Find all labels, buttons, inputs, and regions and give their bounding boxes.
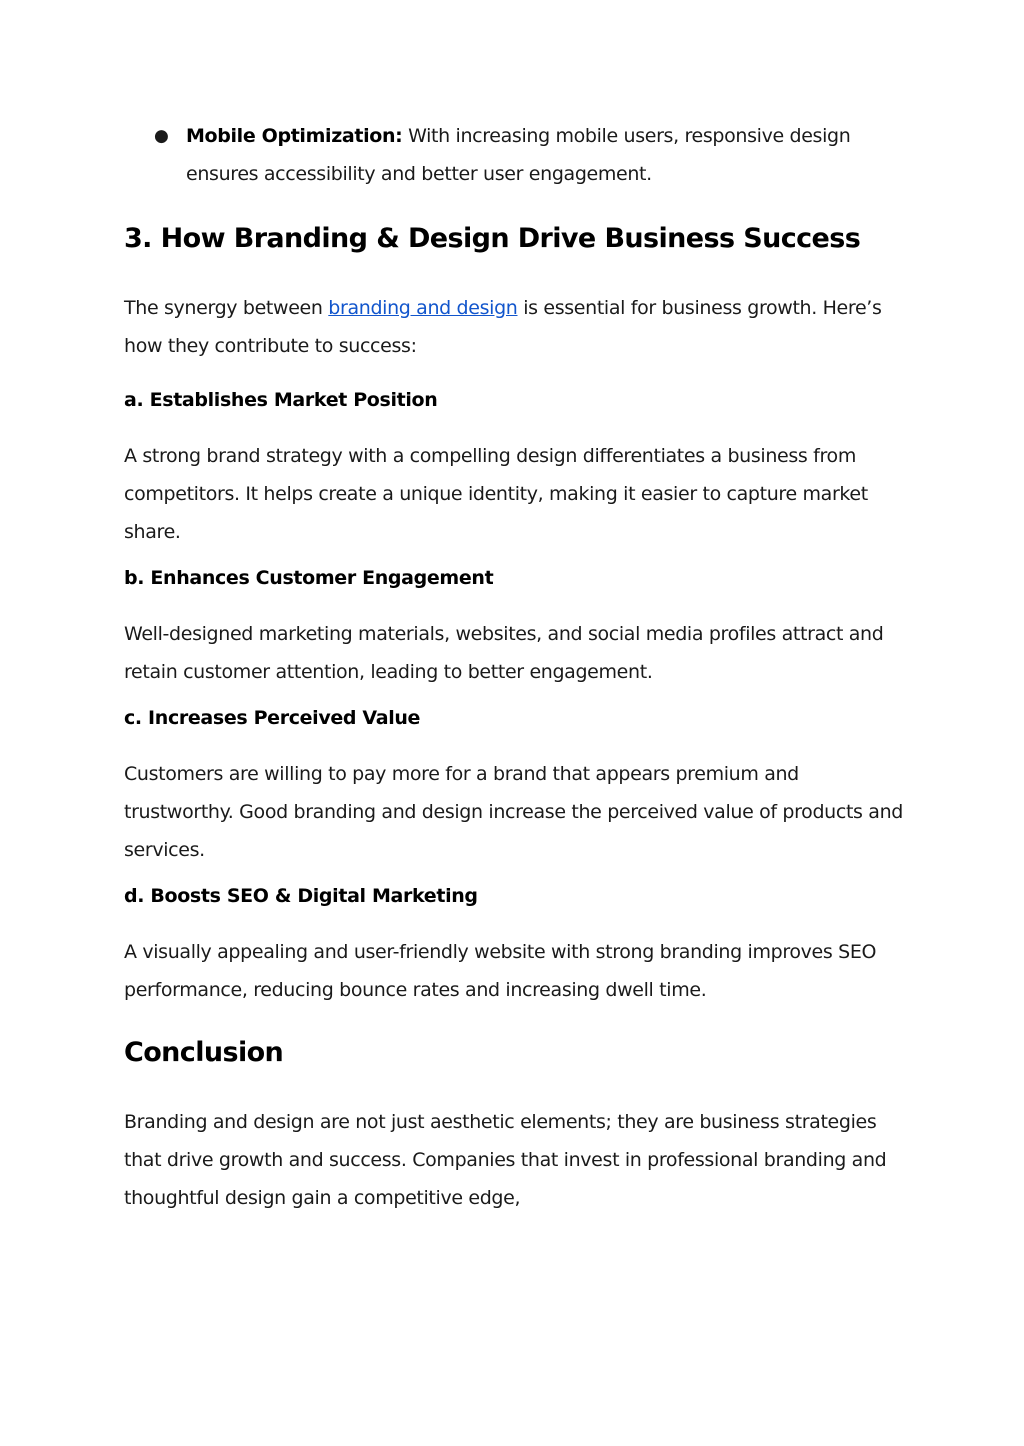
conclusion-heading: Conclusion xyxy=(124,1037,284,1068)
paragraph-perceived-value: Customers are willing to pay more for a brand that appears premium and trustworthy. Good branding and design increase the perceived value of products and services. xyxy=(124,763,903,861)
document-page xyxy=(124,117,914,1217)
paragraph-customer-engagement: Well-designed marketing materials, websites, and social media profiles attract and retain customer attention, leading to better engagement. xyxy=(124,623,884,683)
section-heading: 3. How Branding & Design Drive Business Success xyxy=(124,223,861,254)
bullet-dot-icon: ● xyxy=(154,126,169,146)
paragraph-market-position: A strong brand strategy with a compelling design differentiates a business from competitors. It helps create a unique identity, making it easier to capture market share. xyxy=(124,445,868,543)
intro-text-after: is essential for business growth. Here’s how they contribute to success: xyxy=(124,297,882,357)
subheading-perceived-value: c. Increases Perceived Value xyxy=(124,707,421,729)
subheading-market-position: a. Establishes Market Position xyxy=(124,389,438,411)
paragraph-seo-digital-marketing: A visually appealing and user-friendly website with strong branding improves SEO performance, reducing bounce rates and increasing dwell time. xyxy=(124,941,877,1001)
bullet-title: Mobile Optimization: xyxy=(186,125,403,147)
bullet-text: With increasing mobile users, responsive design ensures accessibility and better user engagement. xyxy=(186,125,851,185)
section-intro-paragraph xyxy=(124,289,914,365)
branding-and-design-link[interactable]: branding and design xyxy=(328,297,518,319)
intro-text-before: The synergy between xyxy=(124,297,329,319)
subheading-customer-engagement: b. Enhances Customer Engagement xyxy=(124,567,494,589)
conclusion-paragraph: Branding and design are not just aesthetic elements; they are business strategies that drive growth and success. Companies that invest in professional branding and thoughtful design gain a competitive edge, xyxy=(124,1111,887,1209)
subheading-seo-digital-marketing: d. Boosts SEO & Digital Marketing xyxy=(124,885,478,907)
bullet-item-mobile-optimization xyxy=(124,117,914,193)
